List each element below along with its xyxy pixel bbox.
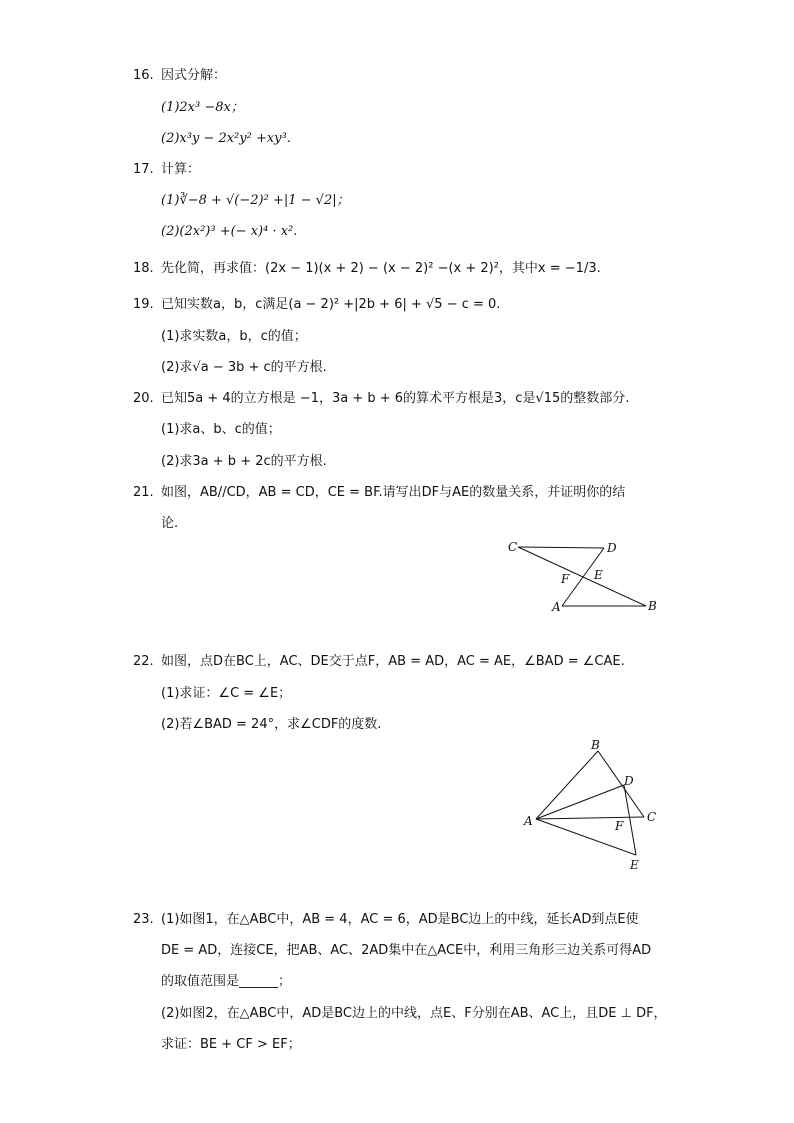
problem-text-continued: 的取值范围是______； [161, 974, 292, 989]
problem-number: 16. [133, 68, 154, 83]
label-d: D [607, 541, 617, 555]
problem-part: (2)若∠BAD = 24°，求∠CDF的度数. [161, 717, 382, 732]
problem-text: 已知实数a，b，c满足(a − 2)² +|2b + 6| + √5 − c = 0. [161, 297, 501, 312]
problem-number: 19. [133, 297, 154, 312]
problem-part: (2)求√a − 3b + c的平方根. [161, 360, 327, 375]
segment-ac [536, 817, 644, 819]
segment-cb [518, 547, 646, 606]
label-f: F [561, 572, 570, 586]
label-e: E [630, 858, 639, 872]
problem-number: 17. [133, 162, 154, 177]
problem-part: (1)求实数a，b，c的值； [161, 329, 307, 344]
label-b: B [591, 738, 600, 752]
problem-part: (2)(2x²)³ +(− x)⁴ · x². [161, 224, 298, 239]
label-d: D [624, 774, 634, 788]
problem-part: (2)求3a + b + 2c的平方根. [161, 454, 327, 469]
problem-number: 20. [133, 391, 154, 406]
label-a: A [524, 814, 533, 828]
segment-bc [598, 751, 644, 817]
problem-part: (1)∛−8 + √(−2)² +|1 − √2|； [161, 193, 350, 208]
problem-text: 已知5a + 4的立方根是 −1，3a + b + 6的算术平方根是3，c是√15的整数部分. [161, 391, 630, 406]
label-b: B [648, 599, 657, 613]
label-f: F [615, 819, 624, 833]
problem-number: 21. [133, 485, 154, 500]
segment-ad [536, 785, 624, 819]
label-c: C [508, 540, 518, 554]
problem-text-continued: DE = AD，连接CE，把AB、AC、2AD集中在△ACE中，利用三角形三边关系可得AD [161, 943, 652, 958]
problem-part: (1)2x³ −8x； [161, 100, 244, 115]
segment-ab [536, 751, 598, 819]
problem-text: 如图，点D在BC上，AC、DE交于点F，AB = AD，AC = AE，∠BAD = ∠CAE. [161, 654, 625, 669]
problem-number: 22. [133, 654, 154, 669]
segment-cd [518, 547, 604, 548]
problem-text: (1)如图1，在△ABC中，AB = 4，AC = 6，AD是BC边上的中线，延长AD到点E使 [161, 912, 639, 927]
problem-text: 如图，AB//CD，AB = CD，CE = BF.请写出DF与AE的数量关系，并证明你的结 [161, 485, 626, 500]
problem-number: 23. [133, 912, 154, 927]
problem-number: 18. [133, 261, 154, 276]
problem-part: 求证：BE + CF > EF； [161, 1037, 301, 1052]
label-c: C [647, 810, 657, 824]
problem-text: 因式分解： [161, 68, 227, 83]
label-e: E [594, 568, 603, 582]
problem-part: (2)如图2，在△ABC中，AD是BC边上的中线，点E、F分别在AB、AC上，且DE ⊥ DF， [161, 1006, 667, 1021]
segment-de [624, 785, 636, 855]
problem-text: 计算： [161, 162, 201, 177]
label-a: A [552, 600, 561, 614]
problem-part: (1)求证：∠C = ∠E； [161, 686, 292, 701]
figure-22 [520, 735, 670, 875]
problem-text-continued: 论. [161, 516, 179, 531]
problem-part: (1)求a、b、c的值； [161, 422, 281, 437]
problem-text: 先化简，再求值：(2x − 1)(x + 2) − (x − 2)² −(x + 2)²，其中x = −1/3. [161, 261, 601, 276]
figure-21 [500, 535, 670, 615]
problem-part: (2)x³y − 2x²y² +xy³. [161, 131, 291, 146]
